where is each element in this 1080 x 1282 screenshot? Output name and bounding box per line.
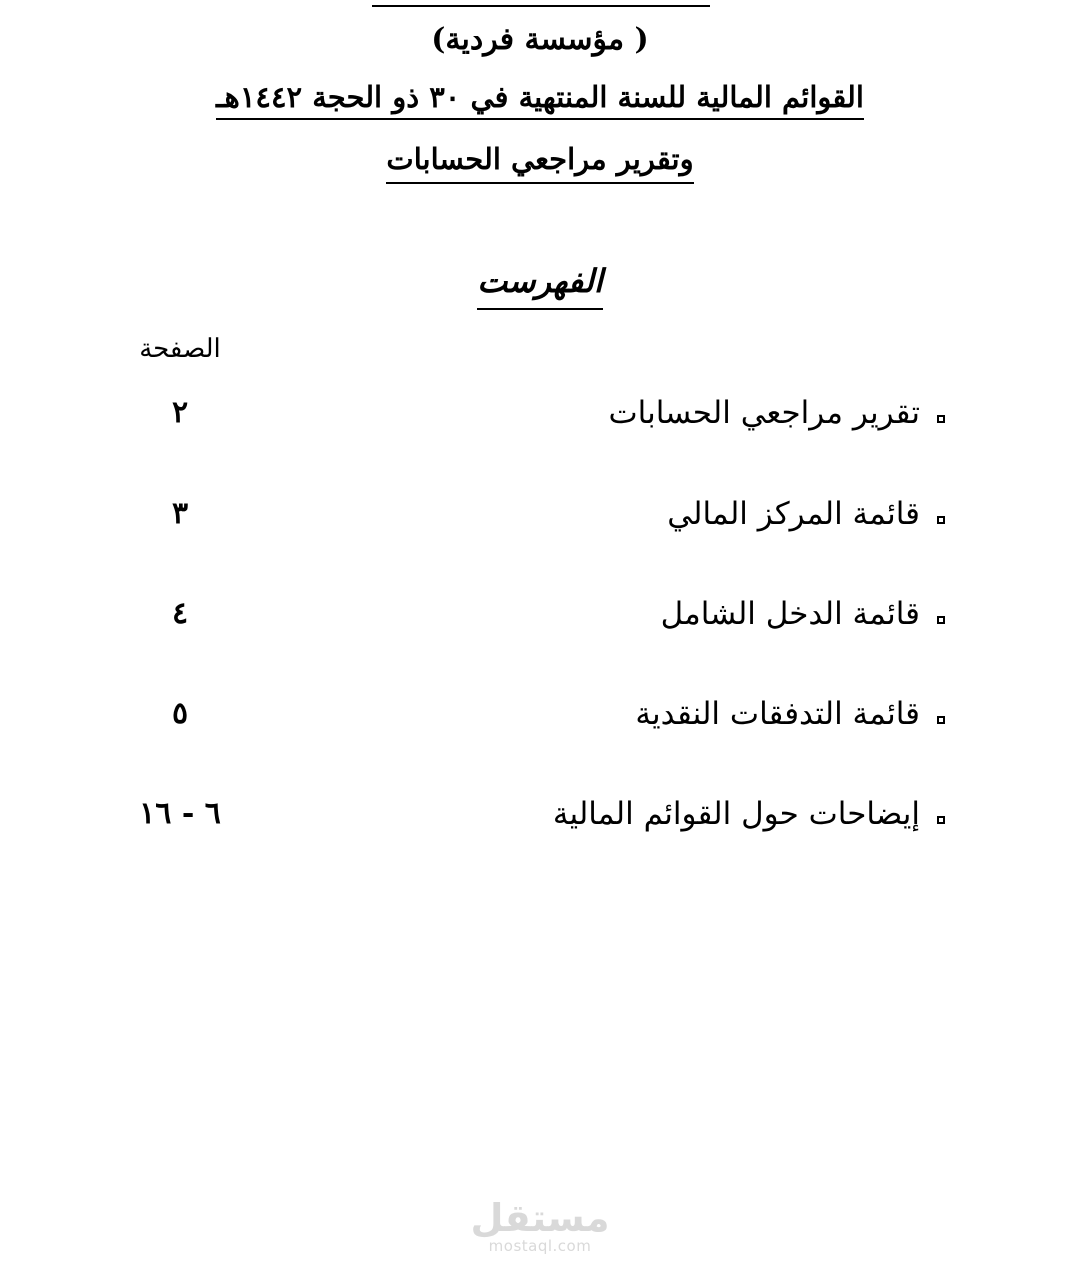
toc-item-label: قائمة المركز المالي xyxy=(667,496,920,532)
toc-item-page: ٣ xyxy=(171,496,189,531)
toc-item-page: ٢ xyxy=(171,395,189,430)
statements-title-text: القوائم المالية للسنة المنتهية في ٣٠ ذو الحجة ١٤٤٢هـ xyxy=(216,80,864,120)
square-bullet-icon xyxy=(937,716,945,724)
org-type-heading xyxy=(0,22,1080,57)
toc-item-auditor-report xyxy=(0,395,1080,445)
watermark-logo: مستقل xyxy=(470,1196,610,1240)
toc-item-page: ٥ xyxy=(171,696,189,731)
toc-item-page: ٦ - ١٦ xyxy=(139,796,221,831)
square-bullet-icon xyxy=(937,415,945,423)
org-type-text: ( مؤسسة فردية) xyxy=(431,22,649,57)
index-title xyxy=(0,262,1080,310)
page-column-header: الصفحة xyxy=(139,334,221,364)
square-bullet-icon xyxy=(937,516,945,524)
statements-title-heading xyxy=(0,80,1080,120)
top-rule xyxy=(372,5,710,7)
square-bullet-icon xyxy=(937,616,945,624)
toc-item-label: إيضاحات حول القوائم المالية xyxy=(552,796,920,832)
toc-item-financial-position xyxy=(0,496,1080,546)
toc-item-comprehensive-income xyxy=(0,596,1080,646)
square-bullet-icon xyxy=(937,816,945,824)
toc-item-cash-flows xyxy=(0,696,1080,746)
toc-item-page: ٤ xyxy=(171,596,189,631)
toc-item-label: قائمة الدخل الشامل xyxy=(660,596,920,632)
watermark-url: mostaql.com xyxy=(488,1237,592,1255)
index-title-text: الفهرست xyxy=(477,262,602,310)
mostaql-watermark xyxy=(455,1198,625,1254)
toc-item-notes xyxy=(0,796,1080,846)
toc-item-label: تقرير مراجعي الحسابات xyxy=(608,395,920,431)
auditor-report-heading xyxy=(0,142,1080,184)
toc-item-label: قائمة التدفقات النقدية xyxy=(635,696,920,732)
auditor-report-text: وتقرير مراجعي الحسابات xyxy=(386,142,693,184)
